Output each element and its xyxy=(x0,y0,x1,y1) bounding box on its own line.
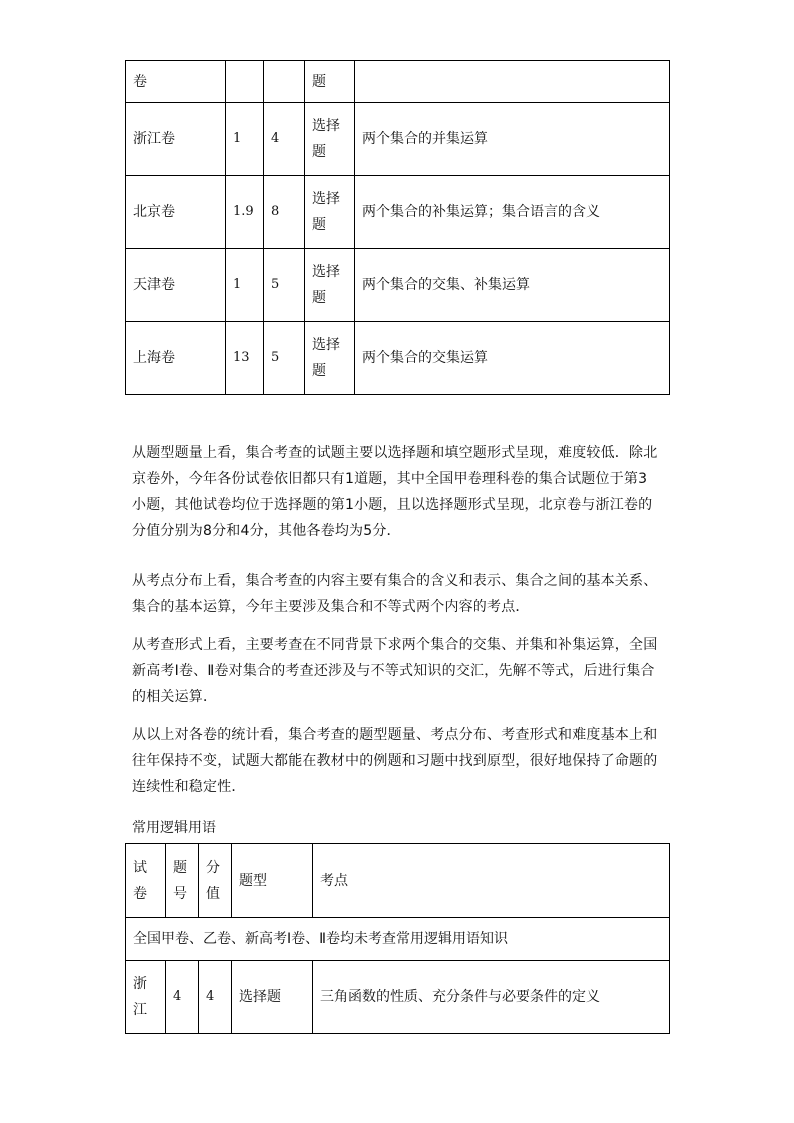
score-cell: 5 xyxy=(264,322,305,395)
question-number-cell: 1 xyxy=(226,103,264,176)
paper-cell: 浙江卷 xyxy=(126,103,226,176)
paper-cell: 天津卷 xyxy=(126,249,226,322)
paragraph-exam-forms: 从考查形式上看，主要考查在不同背景下求两个集合的交集、并集和补集运算，全国新高考Ⅰ卷、Ⅱ卷对集合的考查还涉及与不等式知识的交汇，先解不等式，后进行集合的相关运算． xyxy=(132,637,658,705)
exam-table-sets xyxy=(125,60,670,395)
exam-point-cell: 两个集合的补集运算；集合语言的含义 xyxy=(355,176,670,249)
header-paper: 试卷 xyxy=(126,844,166,918)
table-row xyxy=(126,249,670,322)
header-exam-point: 考点 xyxy=(313,844,670,918)
table-cell: 卷 xyxy=(126,61,226,103)
exam-point-cell: 两个集合的交集、补集运算 xyxy=(355,249,670,322)
header-question-number: 题号 xyxy=(166,844,199,918)
paper-cell: 上海卷 xyxy=(126,322,226,395)
exam-point-cell: 两个集合的并集运算 xyxy=(355,103,670,176)
header-question-type: 题型 xyxy=(232,844,313,918)
table-row xyxy=(126,322,670,395)
table-cell xyxy=(226,61,264,103)
question-number-cell: 1.9 xyxy=(226,176,264,249)
score-cell: 4 xyxy=(199,961,232,1034)
exam-point-cell: 三角函数的性质、充分条件与必要条件的定义 xyxy=(313,961,670,1034)
table-cell xyxy=(355,61,670,103)
paper-cell: 浙江 xyxy=(126,961,166,1034)
question-type-cell: 选择题 xyxy=(305,322,355,395)
paper-cell: 北京卷 xyxy=(126,176,226,249)
exam-point-cell: 两个集合的交集运算 xyxy=(355,322,670,395)
question-number-cell: 13 xyxy=(226,322,264,395)
score-cell: 4 xyxy=(264,103,305,176)
question-number-cell: 4 xyxy=(166,961,199,1034)
question-type-cell: 选择题 xyxy=(305,176,355,249)
paragraph-exam-points: 从考点分布上看，集合考查的内容主要有集合的含义和表示、集合之间的基本关系、集合的基本运算，今年主要涉及集合和不等式两个内容的考点． xyxy=(132,573,658,615)
table-row xyxy=(126,61,670,103)
note-cell: 全国甲卷、乙卷、新高考Ⅰ卷、Ⅱ卷均未考查常用逻辑用语知识 xyxy=(126,918,670,961)
paragraph-question-types: 从题型题量上看，集合考查的试题主要以选择题和填空题形式呈现，难度较低．除北京卷外，今年各份试卷依旧都只有1道题，其中全国甲卷理科卷的集合试题位于第3小题，其他试卷均位于选择题的第1小题，且以选择题形式呈现，北京卷与浙江卷的分值分别为8分和4分，其他各卷均为5分． xyxy=(132,445,658,539)
table-cell: 题 xyxy=(305,61,355,103)
table-cell xyxy=(264,61,305,103)
score-cell: 8 xyxy=(264,176,305,249)
table-row xyxy=(126,176,670,249)
score-cell: 5 xyxy=(264,249,305,322)
question-number-cell: 1 xyxy=(226,249,264,322)
paragraph-summary: 从以上对各卷的统计看，集合考查的题型题量、考点分布、考查形式和难度基本上和往年保持不变，试题大都能在教材中的例题和习题中找到原型，很好地保持了命题的连续性和稳定性． xyxy=(132,727,658,795)
question-type-cell: 选择题 xyxy=(305,249,355,322)
section-title: 常用逻辑用语 xyxy=(132,820,216,836)
table-row xyxy=(126,918,670,961)
exam-table-logic xyxy=(125,843,670,1034)
table-header-row xyxy=(126,844,670,918)
question-type-cell: 选择题 xyxy=(305,103,355,176)
table-row xyxy=(126,103,670,176)
question-type-cell: 选择题 xyxy=(232,961,313,1034)
header-score: 分值 xyxy=(199,844,232,918)
table-row xyxy=(126,961,670,1034)
